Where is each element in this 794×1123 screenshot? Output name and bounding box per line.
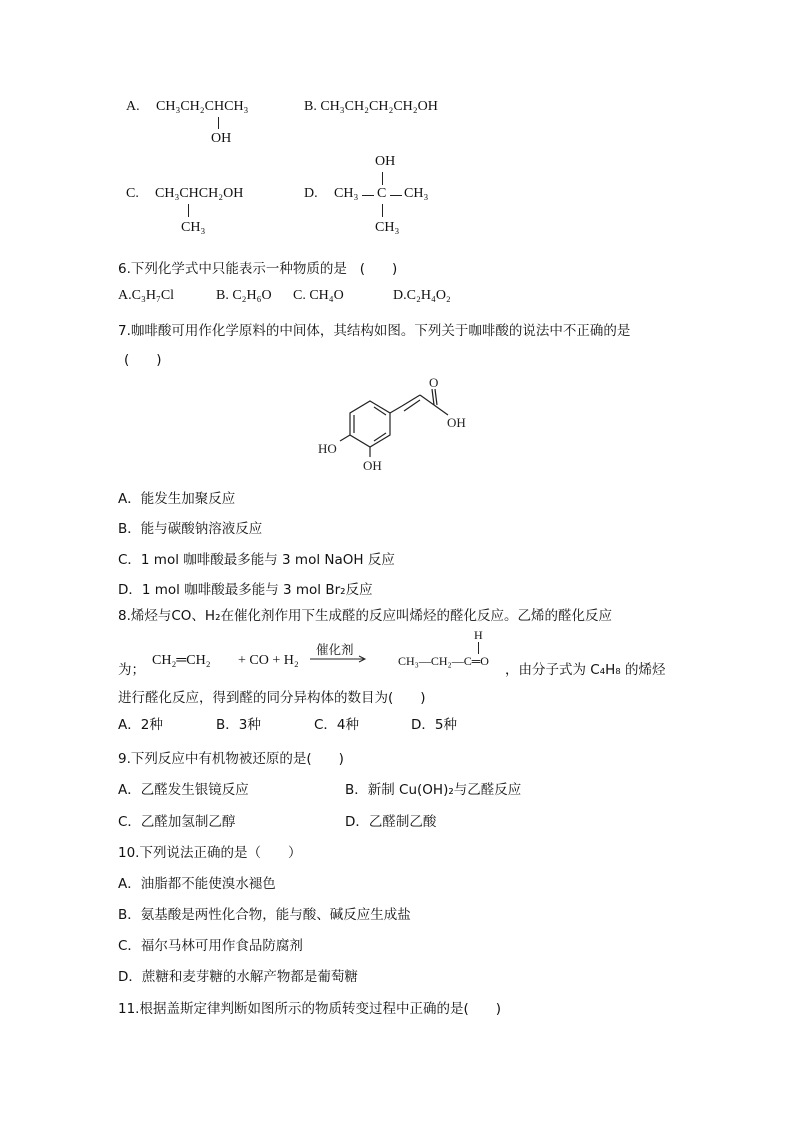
q5-option-d-label: D. [304, 186, 318, 201]
q5-d-bond-left [362, 195, 374, 196]
caffeic-acid-structure [310, 375, 490, 475]
q8-product-chain: CH₃—CH₂—C═O [398, 654, 489, 668]
structure-oh-bottom: OH [363, 458, 382, 473]
q5-d-bond-bottom [382, 204, 383, 217]
q8-reactant: CH₂═CH₂ [152, 653, 211, 668]
q5-option-a-label: A. [126, 99, 140, 114]
q9-stem: 9.下列反应中有机物被还原的是( ) [118, 751, 344, 767]
q5-option-d-top: OH [375, 154, 396, 169]
q8-option-c: C．4种 [314, 717, 360, 733]
q8-catalyst-label: 催化剂 [316, 642, 354, 657]
q5-option-c-formula: CH₃CHCH₂OH [155, 186, 244, 201]
q11-stem: 11.根据盖斯定律判断如图所示的物质转变过程中正确的是( ) [118, 1001, 502, 1017]
q5-option-a-formula: CH₃CH₂CHCH₃ [156, 99, 249, 114]
q8-option-d: D．5种 [411, 717, 457, 733]
q6-option-b: B. C₂H₆O [216, 288, 272, 303]
q8-product-bond [478, 642, 479, 654]
q5-option-d-left: CH₃ [334, 186, 359, 201]
q9-option-a: A．乙醛发生银镜反应 [118, 782, 249, 798]
q8-product-h: H [474, 628, 483, 642]
q7-paren: ( ) [124, 352, 162, 368]
q7-option-b: B．能与碳酸钠溶液反应 [118, 521, 263, 537]
q10-stem: 10.下列说法正确的是（ ） [118, 845, 302, 861]
q9-option-d: D．乙醛制乙酸 [345, 814, 437, 830]
q8-option-a: A．2种 [118, 717, 163, 733]
q7-option-d: D．1 mol 咖啡酸最多能与 3 mol Br₂反应 [118, 582, 373, 598]
q5-option-c-label: C. [126, 186, 139, 201]
structure-oh-right: OH [447, 415, 466, 430]
q10-option-d: D．蔗糖和麦芽糖的水解产物都是葡萄糖 [118, 969, 358, 985]
q5-option-c-branch: CH₃ [181, 220, 206, 235]
reaction-arrow [308, 654, 368, 664]
q5-a-bond [218, 117, 219, 129]
q10-option-b: B．氨基酸是两性化合物，能与酸、碱反应生成盐 [118, 907, 411, 923]
q5-option-b-formula: B. CH₃CH₂CH₂CH₂OH [304, 99, 438, 114]
q6-stem: 6.下列化学式中只能表示一种物质的是 ( ) [118, 261, 398, 277]
q10-option-c: C．福尔马林可用作食品防腐剂 [118, 938, 303, 954]
q8-stem: 8.烯烃与CO、H₂在催化剂作用下生成醛的反应叫烯烃的醛化反应。乙烯的醛化反应 [118, 608, 612, 624]
q9-option-b: B．新制 Cu(OH)₂与乙醛反应 [345, 782, 522, 798]
q8-line2-suffix: ，由分子式为 C₄H₈ 的烯烃 [505, 662, 666, 678]
q5-d-bond-right [390, 195, 402, 196]
q10-option-a: A．油脂都不能使溴水褪色 [118, 876, 276, 892]
q6-option-c: C. CH₄O [293, 288, 344, 303]
q5-d-bond-top [382, 172, 383, 185]
q5-option-d-right: CH₃ [404, 186, 429, 201]
structure-o-top: O [429, 375, 439, 390]
q5-option-d-center: C [377, 186, 387, 201]
q8-line3: 进行醛化反应，得到醛的同分异构体的数目为( ) [118, 690, 426, 706]
q5-c-bond [188, 204, 189, 217]
q8-reagents: + CO + H₂ [238, 653, 299, 668]
q6-option-d: D.C₂H₄O₂ [393, 288, 451, 303]
q8-line2-prefix: 为； [118, 662, 145, 678]
q8-option-b: B．3种 [216, 717, 261, 733]
q9-option-c: C．乙醛加氢制乙醇 [118, 814, 236, 830]
q7-option-c: C．1 mol 咖啡酸最多能与 3 mol NaOH 反应 [118, 552, 395, 568]
q5-option-d-bottom: CH₃ [375, 220, 400, 235]
structure-ho-left: HO [318, 441, 337, 456]
q5-option-a-branch: OH [211, 131, 232, 146]
q6-option-a: A.C₃H₇Cl [118, 288, 175, 303]
q7-option-a: A．能发生加聚反应 [118, 491, 236, 507]
q7-stem: 7.咖啡酸可用作化学原料的中间体，其结构如图。下列关于咖啡酸的说法中不正确的是 [118, 323, 631, 339]
